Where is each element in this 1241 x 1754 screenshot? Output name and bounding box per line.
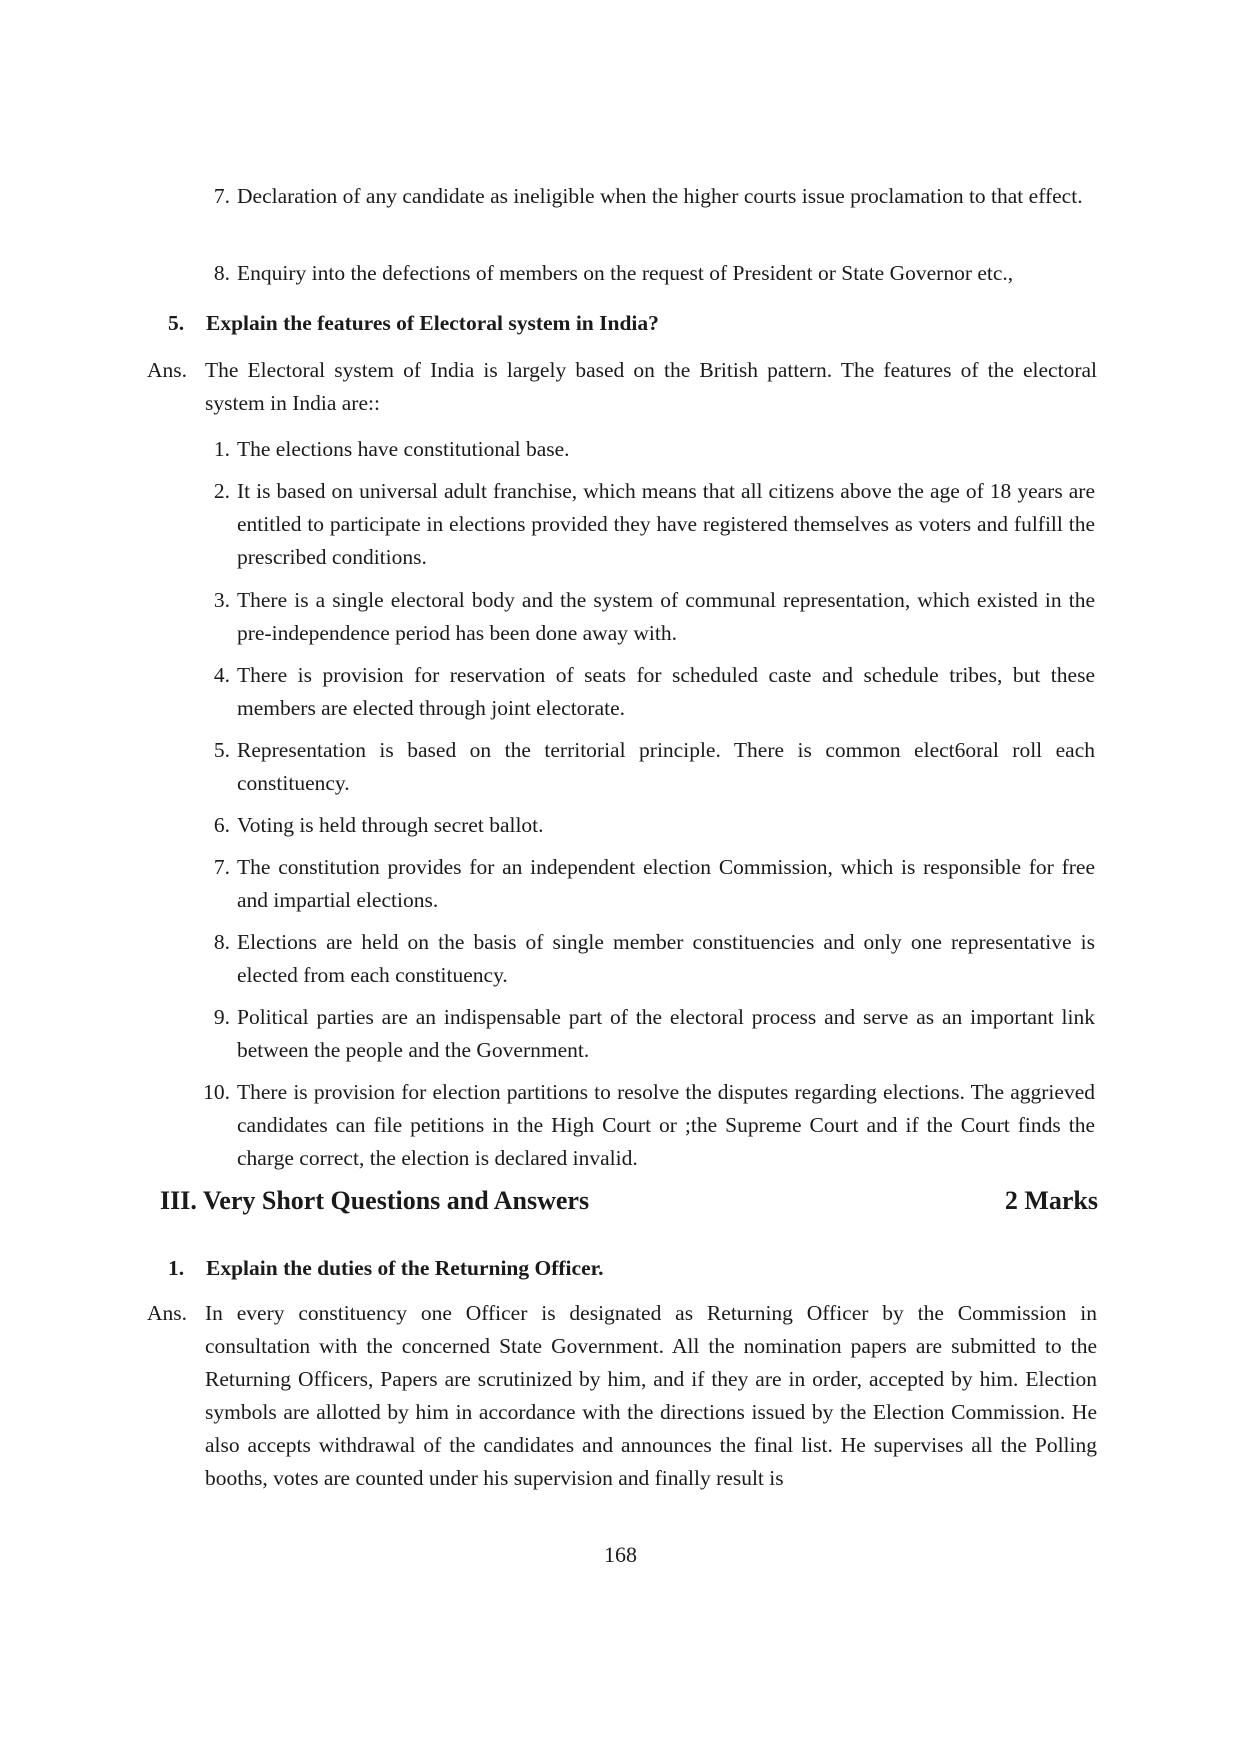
answer-block [147,354,1097,420]
list-item [195,475,1095,574]
item-number: 10. [203,1080,230,1104]
item-number: 4. [213,663,230,687]
answer-label: Ans. [147,1301,188,1325]
item-text: There is a single electoral body and the system of communal representation, which existed in the pre-independence period has been done away with. [237,588,1095,645]
page-number: 168 [604,1542,637,1567]
item-text: Representation is based on the territorial principle. There is common elect6oral roll each constituency. [237,738,1095,795]
item-text: Enquiry into the defections of members on the request of President or State Governor etc., [237,261,1014,285]
list-item [195,584,1095,650]
item-text: There is provision for reservation of seats for scheduled caste and schedule tribes, but these members are elected through joint electorate. [237,663,1095,720]
question-text: Explain the duties of the Returning Officer. [206,1256,604,1280]
item-number: 9. [213,1005,230,1029]
answer-block [147,1297,1097,1495]
question-number: 1. [168,1256,185,1280]
list-item [195,1001,1095,1067]
item-text: Voting is held through secret ballot. [237,813,544,837]
list-item [195,734,1095,800]
item-text: There is provision for election partitions to resolve the disputes regarding elections. The aggrieved candidates can file petitions in the High Court or ;the Supreme Court and if the Court finds the charge correct, the election is declared invalid. [237,1080,1095,1170]
list-item [195,180,1095,213]
item-number: 2. [213,479,230,503]
item-number: 3. [213,588,230,612]
section-title: III. Very Short Questions and Answers [160,1186,590,1215]
list-item [195,257,1095,290]
list-item [195,659,1095,725]
item-text: The constitution provides for an independent election Commission, which is responsible for free and impartial elections. [237,855,1095,912]
question-number: 5. [168,311,185,335]
item-number: 6. [213,813,230,837]
item-text: The elections have constitutional base. [237,437,570,461]
item-number: 8. [213,261,230,285]
list-item [195,926,1095,992]
item-text: Declaration of any candidate as ineligible when the higher courts issue proclamation to that effect. [237,184,1083,208]
list-item [195,851,1095,917]
answer-label: Ans. [147,358,188,382]
item-number: 7. [213,184,230,208]
item-text: Political parties are an indispensable part of the electoral process and serve as an important link between the people and the Government. [237,1005,1095,1062]
item-number: 1. [213,437,230,461]
question-text: Explain the features of Electoral system in India? [206,311,659,335]
item-number: 5. [213,738,230,762]
question-heading [168,1256,1098,1281]
item-number: 7. [213,855,230,879]
question-heading [168,311,1098,336]
list-item [195,809,1095,842]
answer-text: In every constituency one Officer is designated as Returning Officer by the Commission in consultation with the concerned State Government. All the nomination papers are submitted to the Returning Officers, Papers are scrutinized by him, and if they are in order, accepted by him. Election symbols are allotted by him in accordance with the directions issued by the Election Commission. He also accepts withdrawal of the candidates and announces the final list. He supervises all the Polling booths, votes are counted under his supervision and finally result is [205,1301,1097,1490]
item-text: It is based on universal adult franchise, which means that all citizens above the age of 18 years are entitled to participate in elections provided they have registered themselves as voters and fulfill the prescribed conditions. [237,479,1095,569]
item-number: 8. [213,930,230,954]
list-item [195,433,1095,466]
answer-text: The Electoral system of India is largely based on the British pattern. The features of the electoral system in India are:: [205,358,1097,415]
section-heading [160,1186,1098,1216]
list-item [195,1076,1095,1175]
section-marks: 2 Marks [1004,1186,1098,1215]
item-text: Elections are held on the basis of single member constituencies and only one representative is elected from each constituency. [237,930,1095,987]
